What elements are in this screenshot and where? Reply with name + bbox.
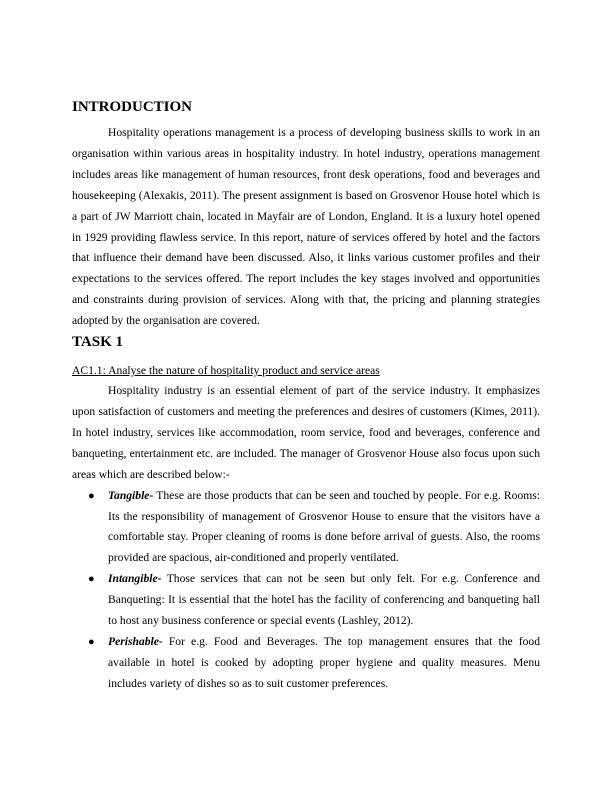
bullet-term: Intangible- [108,572,162,586]
bullet-text: Those services that can not be seen but only felt. For e.g. Conference and Banqueting: It is essential that the hotel has the facility of conferencing and banqueting hall to host any business conference or special events (Lashley, 2012). [108,572,540,628]
bullet-text: These are those products that can be seen and touched by people. For e.g. Rooms: Its the responsibility of management of Grosvenor House to ensure that the visitors have a comfortable stay. Proper cleaning of rooms is done before arrival of guests. Also, the rooms provided are spacious, air-conditioned and properly ventilated. [108,488,540,565]
service-bullet-list [72,486,540,695]
bullet-icon: ● [88,635,95,648]
bullet-item-perishable [72,632,540,695]
bullet-term: Perishable- [108,634,163,648]
bullet-item-tangible [72,486,540,570]
bullet-text: For e.g. Food and Beverages. The top management ensures that the food available in hotel is cooked by adopting proper hygiene and quality measures. Menu includes variety of dishes so as to suit customer preferences. [108,634,540,690]
bullet-icon: ● [88,573,95,586]
document-page [72,97,540,695]
bullet-item-intangible [72,569,540,632]
bullet-term: Tangible- [108,488,154,502]
task1-subheading: AC1.1: Analyse the nature of hospitality product and service areas [72,364,380,378]
task1-heading: TASK 1 [72,334,123,351]
bullet-icon: ● [88,489,95,502]
task1-paragraph: Hospitality industry is an essential element of part of the service industry. It emphasizes upon satisfaction of customers and meeting the preferences and desires of customers (Kimes, 2011). In hotel industry, services like accommodation, room service, food and beverages, conference and banqueting, entertainment etc. are included. The manager of Grosvenor House also focus upon such areas which are described below:- [72,384,540,481]
introduction-heading: INTRODUCTION [72,99,193,115]
introduction-paragraph: Hospitality operations management is a process of developing business skills to work in an organisation within various areas in hospitality industry. In hotel industry, operations management includes areas like management of human resources, front desk operations, food and beverages and housekeeping (Alexakis, 2011). The present assignment is based on Grosvenor House hotel which is a part of JW Marriott chain, located in Mayfair are of London, England. It is a luxury hotel opened in 1929 providing flawless service. In this report, nature of services offered by hotel and the factors that influence their demand have been discussed. Also, it links various customer profiles and their expectations to the services offered. The report includes the key stages involved and opportunities and constraints during provision of services. Along with that, the pricing and planning strategies adopted by the organisation are covered. [72,126,540,328]
